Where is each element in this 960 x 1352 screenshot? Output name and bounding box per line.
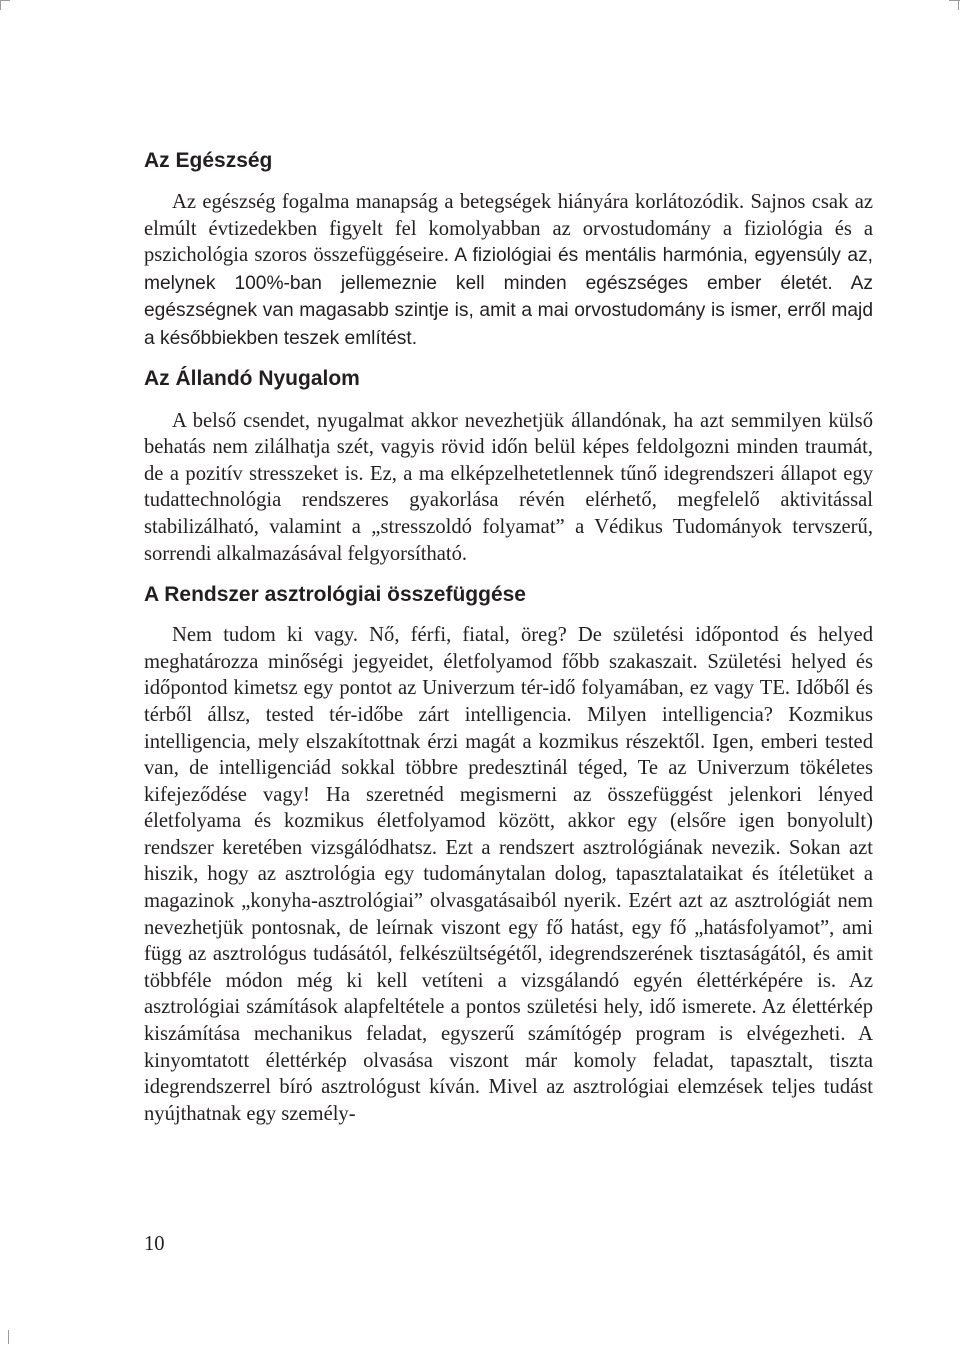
- crop-mark-bottom-left-v: [8, 1330, 9, 1344]
- crop-mark-top-right-v: [958, 0, 959, 10]
- paragraph-egeszseg: [144, 189, 873, 353]
- page-body: [144, 146, 873, 1127]
- paragraph-rendszer: Nem tudom ki vagy. Nő, férfi, fiatal, öreg? De születési időpontod és helyed meghatározza minőségi jegyeidet, életfolyamod főbb szakaszait. Születési helyed és időpontod kimetsz egy pontot az Univerzum tér-idő folyamában, ez vagy TE. Időből és térből állsz, tested tér-időbe zárt intelligencia. Milyen intelligencia? Kozmikus intelligencia, mely elszakítottnak érzi magát a kozmikus részektől. Igen, emberi tested van, de intelligenciád sokkal többre predesztinál téged, Te az Univerzum tökéletes kifejeződése vagy! Ha szeretnéd megismerni az összefüggést jelenkori lényed életfolyama és kozmikus életfolyamod között, akkor egy (elsőre igen bonyolult) rendszer keretében vizsgálódhatsz. Ezt a rendszert asztrológiának nevezik. Sokan azt hiszik, hogy az asztrológia egy tudománytalan dolog, tapasztalataikat és ítéletüket a magazinok „konyha-asztrológiai” olvasgatásaiból nyerik. Ezért azt az asztrológiát nem nevezhetjük pontosnak, de leírnak viszont egy fő hatást, egy fő „hatásfolyamot”, ami függ az asztrológus tudásától, felkészültségétől, idegrendszerének tisztaságától, és amit többféle módon még ki kell vetíteni a vizsgálandó egyén élettérképére is. Az asztrológiai számítások alapfeltétele a pontos születési hely, idő ismerete. Az élettérkép kiszámítása mechanikus feladat, egyszerű számítógép program is elvégezheti. A kinyomtatott élettérkép olvasása viszont már komoly feladat, tapasztalt, tiszta idegrendszerrel bíró asztrológust kíván. Mivel az asztrológiai elemzések teljes tudást nyújthatnak egy személy-: [144, 624, 873, 1125]
- paragraph-allando-nyugalom: A belső csendet, nyugalmat akkor nevezhetjük állandónak, ha azt semmilyen külső behatás nem zilálhatja szét, vagyis rövid időn belül képes feldolgozni minden traumát, de a pozitív stresszeket is. Ez, a ma elképzelhetetlennek tűnő idegrendszeri állapot egy tudattechnológia rendszeres gyakorlása révén elérhető, megfelelő aktivitással stabilizálható, valamint a „stresszoldó folyamat” a Védikus Tudományok tervszerű, sorrendi alkalmazásával felgyorsítható.: [144, 409, 873, 565]
- crop-mark-top-left-h: [0, 0, 10, 1]
- paragraph-egeszseg-sans: A fiziológiai és mentális harmónia, egyensúly az, melynek 100%-ban jellemeznie kell minden egészséges ember életét. Az egészségnek van magasabb szintje is, amit a mai orvostudomány is ismer, erről majd a későbbiekben teszek említést.: [144, 245, 873, 349]
- section-heading-allando-nyugalom: Az Állandó Nyugalom: [144, 366, 360, 390]
- paragraph-egeszseg-serif: Az egészség fogalma manapság a betegségek hiányára korlátozódik. Sajnos csak az elmúlt évtizedekben figyelt fel komolyabban az orvostudomány a fiziológia és a pszichológia szoros összefüggéseire.: [144, 191, 873, 267]
- section-heading-rendszer: A Rendszer asztrológiai összefüggése: [144, 583, 526, 607]
- page-number: 10: [144, 1233, 165, 1255]
- section-heading-egeszseg: Az Egészség: [144, 149, 273, 172]
- crop-mark-top-left-v: [0, 0, 1, 10]
